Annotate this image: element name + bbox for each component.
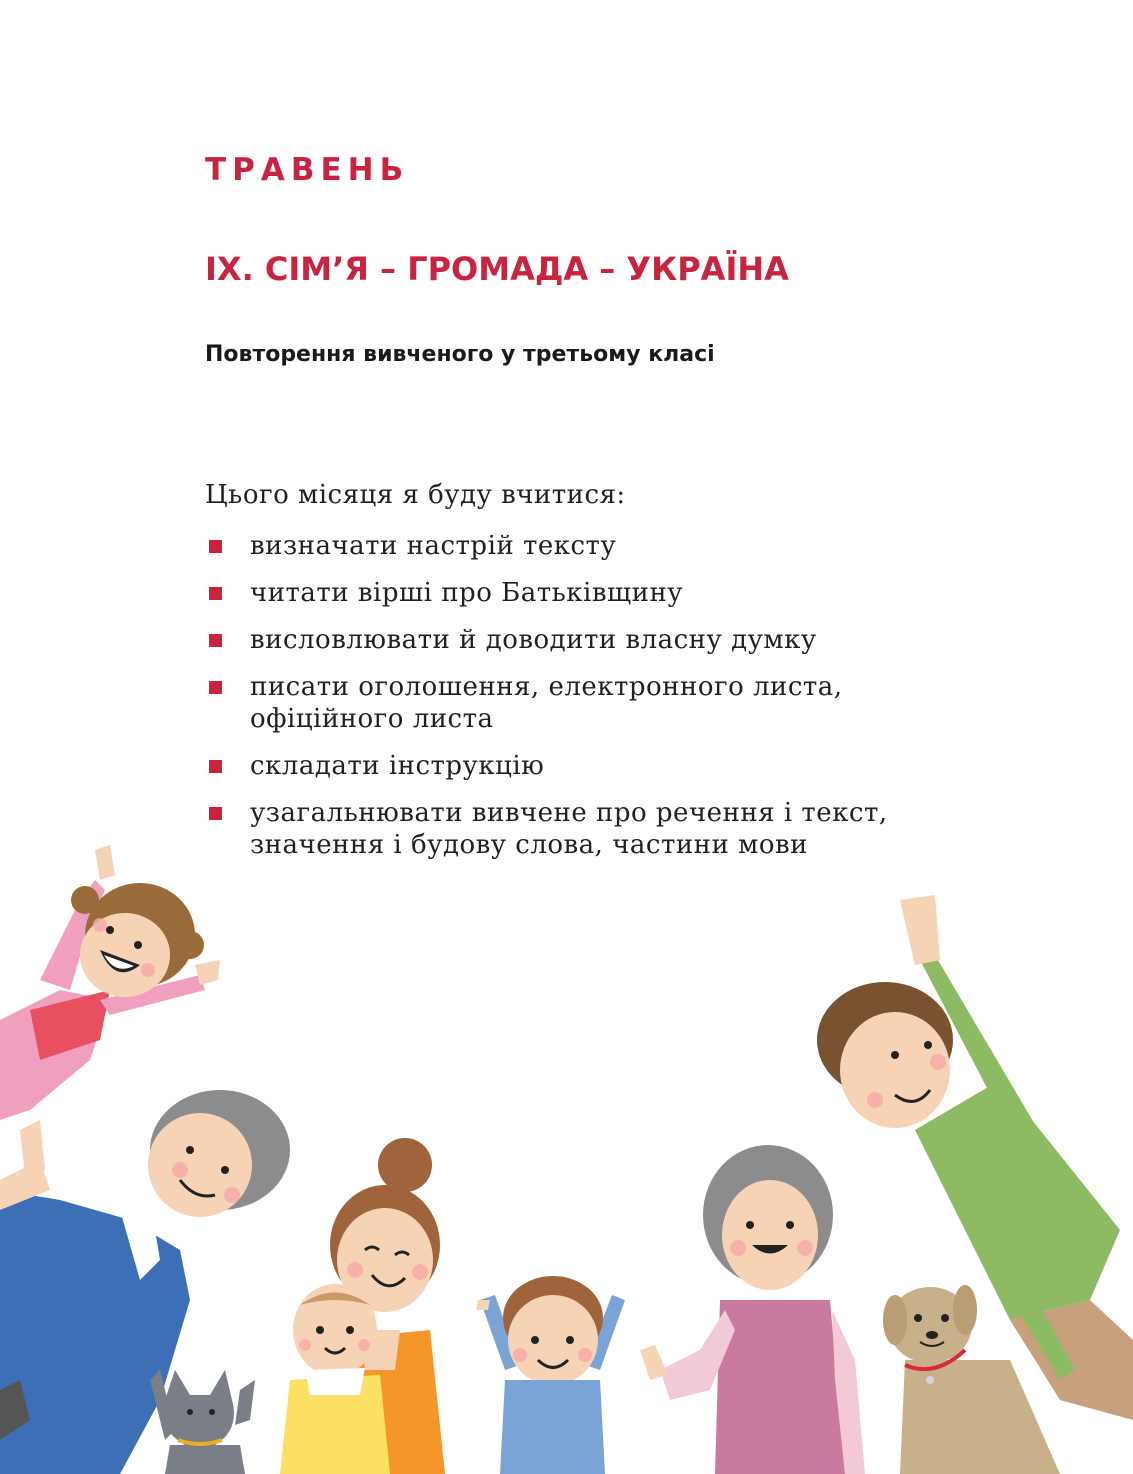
bullet-icon [209, 681, 222, 694]
bullet-icon [209, 634, 222, 647]
month-heading: ТРАВЕНЬ [205, 152, 410, 188]
bullet-icon [209, 807, 222, 820]
list-item [205, 624, 965, 656]
goal-text: визначати настрій тексту [250, 531, 617, 561]
bullet-icon [209, 587, 222, 600]
family-illustration [0, 840, 1133, 1474]
goals-list [205, 530, 965, 876]
cat-figure [150, 1370, 255, 1474]
goal-text: висловлювати й доводити власну думку [250, 625, 817, 655]
girl-figure [0, 845, 220, 1120]
bullet-icon [209, 540, 222, 553]
bullet-icon [209, 760, 222, 773]
goal-text: читати вірші про Батьківщину [250, 578, 684, 608]
list-item [205, 671, 890, 735]
list-item [205, 577, 965, 609]
section-subtitle: Повторення вивченого у третьому класі [205, 342, 715, 367]
baby-figure [280, 1284, 390, 1474]
goals-intro: Цього місяця я буду вчитися: [205, 480, 626, 510]
father-figure [817, 895, 1133, 1420]
grandmother-figure [640, 1145, 865, 1474]
goal-text: писати оголошення, електронного листа, офіційного листа [250, 672, 843, 734]
list-item [205, 750, 965, 782]
goal-text: складати інструкцію [250, 751, 545, 781]
list-item [205, 530, 965, 562]
goal-text: узагальнювати вивчене про речення і текст, значення і будову слова, частини мови [250, 798, 888, 860]
boy-figure [476, 1276, 625, 1474]
section-title: IX. СІМ’Я – ГРОМАДА – УКРАЇНА [205, 250, 789, 288]
